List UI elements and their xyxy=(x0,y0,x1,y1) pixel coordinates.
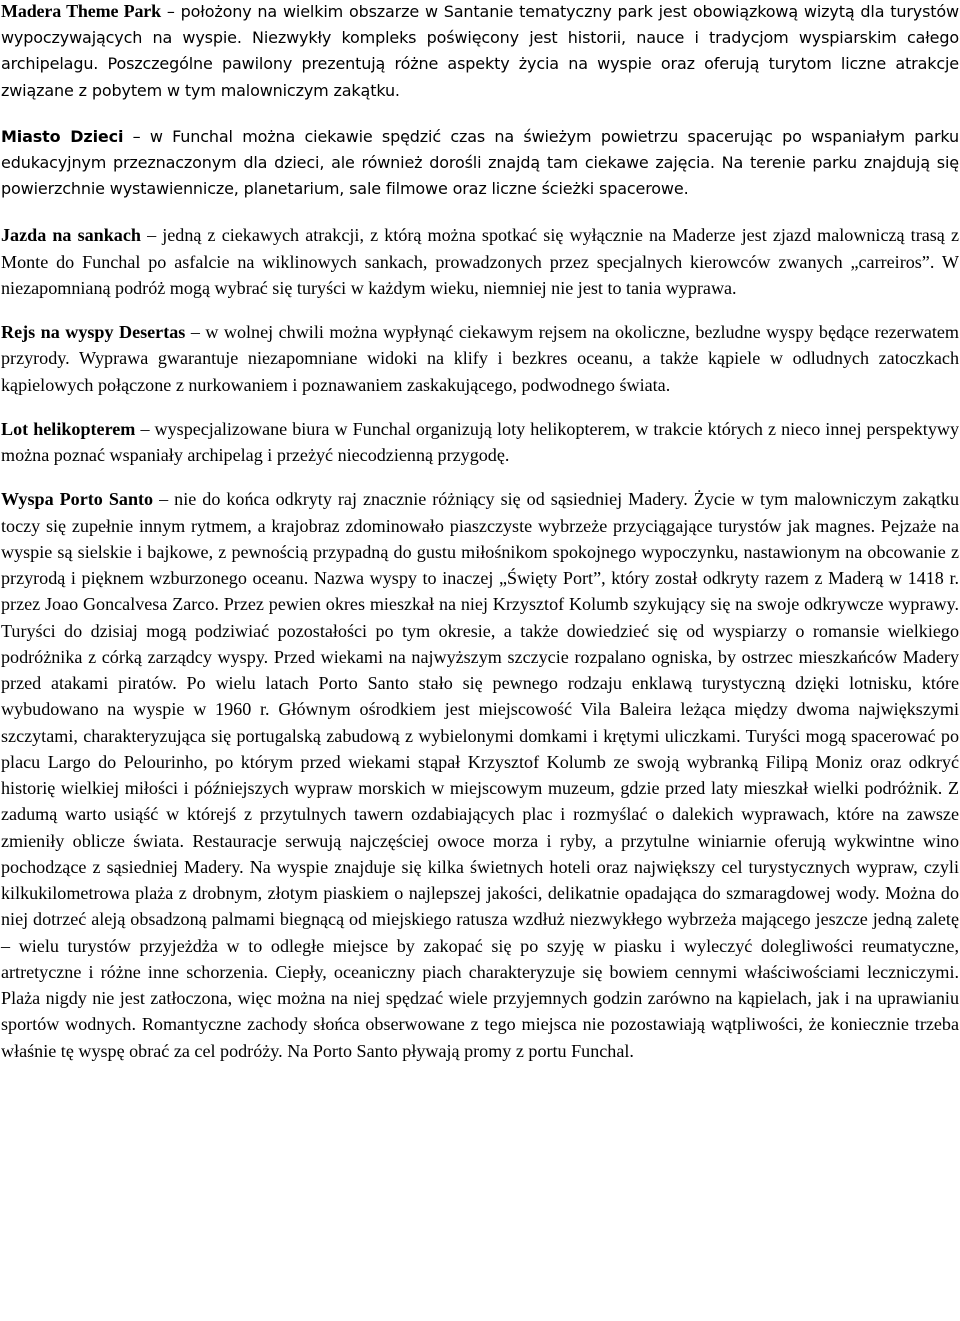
paragraph-lead: Miasto Dzieci xyxy=(1,126,124,146)
paragraph-text: – jedną z ciekawych atrakcji, z którą można spotkać się wyłącznie na Maderze jest zjazd malowniczą trasą z Monte do Funchal po asfalcie na wiklinowych sankach, prowadzonych przez specjalnych kierowców zwanych „carreiros”. W niezapomnianą podróż mogą wybrać się turyści w każdym wieku, niemniej nie jest to tania wyprawa. xyxy=(1,225,959,298)
paragraph-porto-santo xyxy=(1,486,959,1064)
paragraph-lead: Rejs na wyspy Desertas xyxy=(1,322,186,343)
paragraph-lead: Jazda na sankach xyxy=(1,225,141,246)
paragraph-text: – w wolnej chwili można wypłynąć ciekawym rejsem na okoliczne, bezludne wyspy będące rezerwatem przyrody. Wyprawa gwarantuje niezapomniane widoki na klify i bezkres oceanu, a także kąpiele w odludnych zatoczkach kąpielowych połączone z nurkowaniem i poznawaniem zaskakującego, podwodnego świata. xyxy=(1,322,959,395)
paragraph-lot-helikopterem xyxy=(1,416,959,469)
paragraph-rejs-desertas xyxy=(1,319,959,398)
paragraph-lead: Wyspa Porto Santo xyxy=(1,489,154,510)
paragraph-miasto-dzieci xyxy=(1,124,959,203)
paragraph-text: – w Funchal można ciekawie spędzić czas na świeżym powietrzu spacerując po wspaniałym parku edukacyjnym przeznaczonym dla dzieci, ale również dorośli znajdą tam ciekawe zajęcia. Na terenie parku znajdują się powierzchnie wystawiennicze, planetarium, sale filmowe oraz liczne ścieżki spacerowe. xyxy=(1,126,959,199)
paragraph-lead: Lot helikopterem xyxy=(1,418,136,439)
paragraph-text: – nie do końca odkryty raj znacznie różniący się od sąsiedniej Madery. Życie w tym malowniczym zakątku toczy się zupełnie innym rytmem, a krajobraz zdominowało piaszczyste wybrzeże przyciągające turystów jak magnes. Pejzaże na wyspie są sielskie i bajkowe, z pewnością przypadną do gustu miłośnikom spokojnego wypoczynku, nastawionym na obcowanie z przyrodą i pięknem wzburzonego oceanu. Nazwa wyspy to inaczej „Święty Port”, który został odkryty razem z Maderą w 1418 r. przez Joao Goncalvesa Zarco. Przez pewien okres mieszkał na niej Krzysztof Kolumb szykujący się na swoje odkrywcze wyprawy. Turyści do dzisiaj mogą podziwiać pozostałości po tym okresie, a także dowiedzieć się od wyspiarzy o romansie wielkiego podróżnika z córką zarządcy wyspy. Przed wiekami na najwyższym szczycie rozpalano ogniska, by ostrzec mieszkańców Madery przed atakami piratów. Po wielu latach Porto Santo stało się pewnego rodzaju enklawą turystyczną dzięki lotnisku, które wybudowano na wyspie w 1960 r. Głównym ośrodkiem jest miejscowość Vila Baleira leżąca między dwoma największymi szczytami, charakteryzująca się portugalską zabudową z wybielonymi domkami i krętymi uliczkami. Turyści mogą spacerować po placu Largo do Pelourinho, po którym przed wiekami stąpał Krzysztof Kolumb ze swoją wybranką Filipą Moniz oraz odkryć historię wielkiej miłości i późniejszych wypraw morskich w miejscowym muzeum, gdzie przed laty mieszkał wielki podróżnik. Z zadumą warto usiąść w którejś z przytulnych tawern ozdabiających plac i rozmyślać o dalekich wyprawach, które na zawsze zmieniły oblicze świata. Restauracje serwują najczęściej owoce morza i ryby, a przytulne winiarnie oferują wykwintne wino pochodzące z sąsiedniej Madery. Na wyspie znajduje się kilka świetnych hoteli oraz największy cel turystycznych wypraw, czyli kilkukilometrowa plaża z drobnym, złotym piaskiem o najlepszej jakości, delikatnie opadająca do szmaragdowej wody. Można do niej dotrzeć aleją obsadzoną palmami biegnącą od miejskiego ratusza wzdłuż niezwykłego wybrzeża mającego jeszcze jedną zaletę – wielu turystów przyjeżdża w to odległe miejsce by zakopać się po szyję w piasku i wyleczyć dolegliwości reumatyczne, artretyczne i różne inne schorzenia. Ciepły, oceaniczny piach charakteryzuje się bowiem cennymi właściwościami leczniczymi. Plaża nigdy nie jest zatłoczona, więc można na niej spędzać wiele przyjemnych godzin zarówno na kąpielach, jak i na uprawianiu sportów wodnych. Romantyczne zachody słońca obserwowane z tego miejsca nie pozostawiają wątpliwości, że koniecznie trzeba właśnie tę wyspę obrać za cel podróży. Na Porto Santo pływają promy z portu Funchal. xyxy=(1,489,959,1061)
paragraph-text: – wyspecjalizowane biura w Funchal organizują loty helikopterem, w trakcie których z nieco innej perspektywy można poznać wspaniały archipelag i przeżyć niecodzienną przygodę. xyxy=(1,418,959,466)
paragraph-jazda-na-sankach xyxy=(1,222,959,301)
paragraph-madera-theme-park xyxy=(1,0,959,104)
paragraph-text: – położony na wielkim obszarze w Santanie tematyczny park jest obowiązkową wizytą dla turystów wypoczywających na wyspie. Niezwykły kompleks poświęcony jest historii, nauce i tradycjom wyspiarskim całego archipelagu. Poszczególne pawilony prezentują różne aspekty życia na wyspie oraz oferują turytom liczne atrakcje związane z pobytem w tym malowniczym zakątku. xyxy=(1,2,959,100)
paragraph-lead: Madera Theme Park xyxy=(1,1,162,21)
